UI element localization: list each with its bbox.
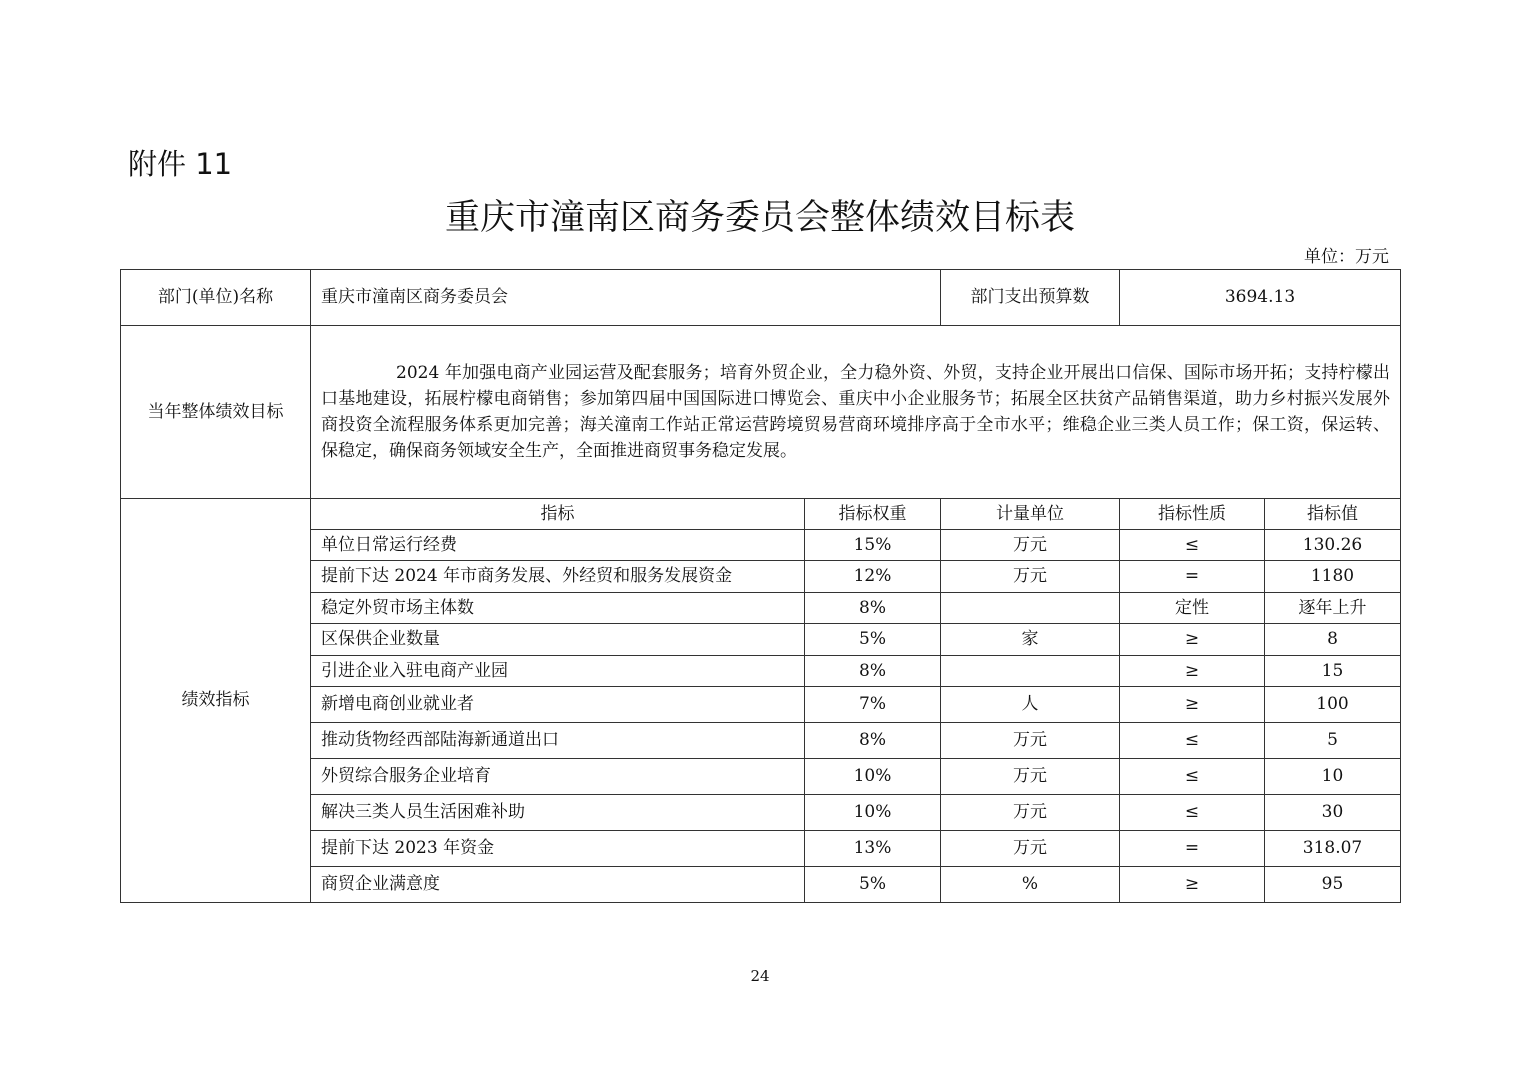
goal-cell bbox=[311, 326, 1401, 499]
performance-table bbox=[120, 269, 1401, 903]
indicator-name: 外贸综合服务企业培育 bbox=[311, 759, 805, 795]
indicator-row bbox=[121, 795, 1401, 831]
indicator-weight: 8% bbox=[805, 723, 941, 759]
indicator-value: 10 bbox=[1265, 759, 1401, 795]
indicator-name: 单位日常运行经费 bbox=[311, 530, 805, 561]
indicator-weight: 5% bbox=[805, 867, 941, 903]
indicator-nature: ≤ bbox=[1120, 759, 1265, 795]
indicator-name: 提前下达 2023 年资金 bbox=[311, 831, 805, 867]
goal-label: 当年整体绩效目标 bbox=[121, 326, 311, 499]
indicator-nature: ≤ bbox=[1120, 795, 1265, 831]
indicator-unit: 万元 bbox=[941, 723, 1120, 759]
indicator-name: 推动货物经西部陆海新通道出口 bbox=[311, 723, 805, 759]
indicator-nature: ≥ bbox=[1120, 867, 1265, 903]
indicator-value: 1180 bbox=[1265, 561, 1401, 593]
indicator-name: 解决三类人员生活困难补助 bbox=[311, 795, 805, 831]
indicator-row bbox=[121, 593, 1401, 624]
indicator-weight: 10% bbox=[805, 795, 941, 831]
indicator-weight: 7% bbox=[805, 687, 941, 723]
header-value: 指标值 bbox=[1265, 499, 1401, 530]
indicator-value: 8 bbox=[1265, 624, 1401, 656]
indicator-nature: = bbox=[1120, 831, 1265, 867]
indicator-nature: ≥ bbox=[1120, 656, 1265, 687]
indicator-nature: ≤ bbox=[1120, 723, 1265, 759]
indicator-value: 318.07 bbox=[1265, 831, 1401, 867]
indicator-weight: 5% bbox=[805, 624, 941, 656]
indicator-value: 30 bbox=[1265, 795, 1401, 831]
indicator-weight: 10% bbox=[805, 759, 941, 795]
budget-label: 部门支出预算数 bbox=[941, 270, 1120, 326]
indicator-unit: 万元 bbox=[941, 759, 1120, 795]
indicator-value: 130.26 bbox=[1265, 530, 1401, 561]
indicator-value: 5 bbox=[1265, 723, 1401, 759]
indicators-label: 绩效指标 bbox=[121, 499, 311, 903]
unit-label: 单位：万元 bbox=[1304, 247, 1389, 267]
indicator-unit bbox=[941, 593, 1120, 624]
indicator-unit: 万元 bbox=[941, 561, 1120, 593]
indicator-unit: 万元 bbox=[941, 795, 1120, 831]
indicator-row bbox=[121, 687, 1401, 723]
indicator-header-row bbox=[121, 499, 1401, 530]
indicator-unit: 万元 bbox=[941, 831, 1120, 867]
header-nature: 指标性质 bbox=[1120, 499, 1265, 530]
indicator-nature: ≥ bbox=[1120, 687, 1265, 723]
indicator-nature: ≥ bbox=[1120, 624, 1265, 656]
goal-text: 2024 年加强电商产业园运营及配套服务；培育外贸企业，全力稳外资、外贸，支持企业开展出口信保、国际市场开拓；支持柠檬出口基地建设，拓展柠檬电商销售；参加第四届中国国际进口博览会、重庆中小企业服务节；拓展全区扶贫产品销售渠道，助力乡村振兴发展外商投资全流程服务体系更加完善；海关潼南工作站正常运营跨境贸易营商环境排序高于全市水平；维稳企业三类人员工作；保工资，保运转、保稳定，确保商务领域安全生产，全面推进商贸事务稳定发展。 bbox=[321, 363, 1390, 461]
indicator-weight: 8% bbox=[805, 593, 941, 624]
indicator-row bbox=[121, 656, 1401, 687]
indicator-name: 新增电商创业就业者 bbox=[311, 687, 805, 723]
indicator-unit bbox=[941, 656, 1120, 687]
indicator-name: 区保供企业数量 bbox=[311, 624, 805, 656]
goal-row bbox=[121, 326, 1401, 499]
header-unit: 计量单位 bbox=[941, 499, 1120, 530]
indicator-name: 稳定外贸市场主体数 bbox=[311, 593, 805, 624]
dept-name: 重庆市潼南区商务委员会 bbox=[311, 270, 941, 326]
indicator-name: 引进企业入驻电商产业园 bbox=[311, 656, 805, 687]
indicator-nature: ≤ bbox=[1120, 530, 1265, 561]
indicator-value: 95 bbox=[1265, 867, 1401, 903]
budget-value: 3694.13 bbox=[1120, 270, 1401, 326]
indicator-row bbox=[121, 867, 1401, 903]
indicator-name: 商贸企业满意度 bbox=[311, 867, 805, 903]
indicator-name: 提前下达 2024 年市商务发展、外经贸和服务发展资金 bbox=[311, 561, 805, 593]
header-indicator: 指标 bbox=[311, 499, 805, 530]
indicator-row bbox=[121, 723, 1401, 759]
indicator-unit: 万元 bbox=[941, 530, 1120, 561]
indicator-value: 100 bbox=[1265, 687, 1401, 723]
indicator-row bbox=[121, 561, 1401, 593]
attachment-label: 附件 11 bbox=[128, 147, 233, 181]
indicator-row bbox=[121, 831, 1401, 867]
page-number: 24 bbox=[750, 967, 770, 985]
info-row bbox=[121, 270, 1401, 326]
indicator-nature: = bbox=[1120, 561, 1265, 593]
header-weight: 指标权重 bbox=[805, 499, 941, 530]
dept-label: 部门(单位)名称 bbox=[121, 270, 311, 326]
indicator-nature: 定性 bbox=[1120, 593, 1265, 624]
indicator-weight: 13% bbox=[805, 831, 941, 867]
indicator-value: 15 bbox=[1265, 656, 1401, 687]
indicator-weight: 8% bbox=[805, 656, 941, 687]
indicator-weight: 12% bbox=[805, 561, 941, 593]
indicator-unit: % bbox=[941, 867, 1120, 903]
indicator-value: 逐年上升 bbox=[1265, 593, 1401, 624]
page-title: 重庆市潼南区商务委员会整体绩效目标表 bbox=[444, 198, 1075, 238]
indicator-unit: 人 bbox=[941, 687, 1120, 723]
indicator-unit: 家 bbox=[941, 624, 1120, 656]
indicator-row bbox=[121, 530, 1401, 561]
indicator-row bbox=[121, 624, 1401, 656]
indicator-row bbox=[121, 759, 1401, 795]
indicator-weight: 15% bbox=[805, 530, 941, 561]
